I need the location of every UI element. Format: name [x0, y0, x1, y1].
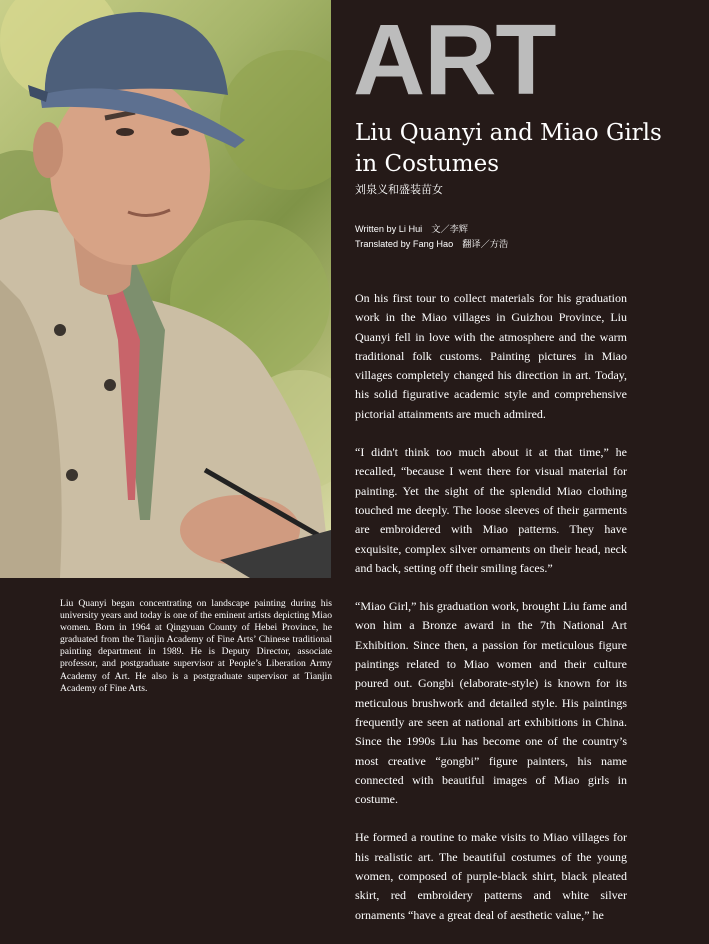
paragraph-3: “Miao Girl,” his graduation work, brought Liu fame and won him a Bronze award in the 7th National Art Exhibition. Since then, a passion for meticulous figure paintings related to Miao women and their culture poured out. Gongbi (elaborate-style) is known for its meticulous brushwork and detailed style. His paintings frequently are seen at national art exhibitions in China. Since the 1990s Liu has become one of the country’s most creative “gongbi” figure painters, his name connected with beautiful images of Miao girls in costume.: [355, 599, 627, 807]
translator-credit-en: Translated by Fang Hao: [355, 239, 454, 249]
article-body: [355, 289, 627, 944]
translator-credit-cn: 翻译／方浩: [462, 239, 509, 250]
article-title: Liu Quanyi and Miao Girls in Costumes: [355, 120, 662, 177]
artist-photo: [0, 0, 331, 578]
photo-caption: Liu Quanyi began concentrating on landscape painting during his university years and today is one of the eminent artists depicting Miao women. Born in 1964 at Qingyuan County of Hebei Province, he graduated from the Tianjin Academy of Fine Arts’ Chinese traditional painting department in 1989. He is Deputy Director, associate professor, and postgraduate supervisor at People’s Liberation Army Academy of Art. He also is a postgraduate supervisor at Tianjin Academy of Fine Arts.: [60, 598, 332, 694]
paragraph-1: On his first tour to collect materials for his graduation work in the Miao villages in Guizhou Province, Liu Quanyi fell in love with the atmosphere and the warm traditional folk customs. Painting pictures in Miao villages completely changed his direction in art. Today, his solid figurative academic style and comprehensive pictorial attainments are much admired.: [355, 291, 627, 421]
paragraph-4: He formed a routine to make visits to Miao villages for his realistic art. The beautiful costumes of the young women, composed of purple-black shirt, black pleated skirt, red embroidery patterns and white silver ornaments “have a great deal of aesthetic value,” he: [355, 830, 627, 922]
paragraph-2: “I didn't think too much about it at that time,” he recalled, “because I went there for visual material for painting. Yet the sight of the splendid Miao clothing touched me deeply. The loose sleeves of their garments are embroidered with Miao patterns. They have exquisite, complex silver ornaments on their head, neck and back, setting off their smiling faces.”: [355, 445, 627, 575]
article-title-chinese: 刘泉义和盛装苗女: [355, 183, 443, 196]
translator-credit: [355, 237, 508, 252]
writer-credit-en: Written by Li Hui: [355, 224, 423, 234]
credits: [355, 222, 508, 252]
writer-credit-cn: 文／李辉: [431, 224, 468, 235]
writer-credit: [355, 222, 508, 237]
section-heading: ART: [353, 4, 556, 116]
